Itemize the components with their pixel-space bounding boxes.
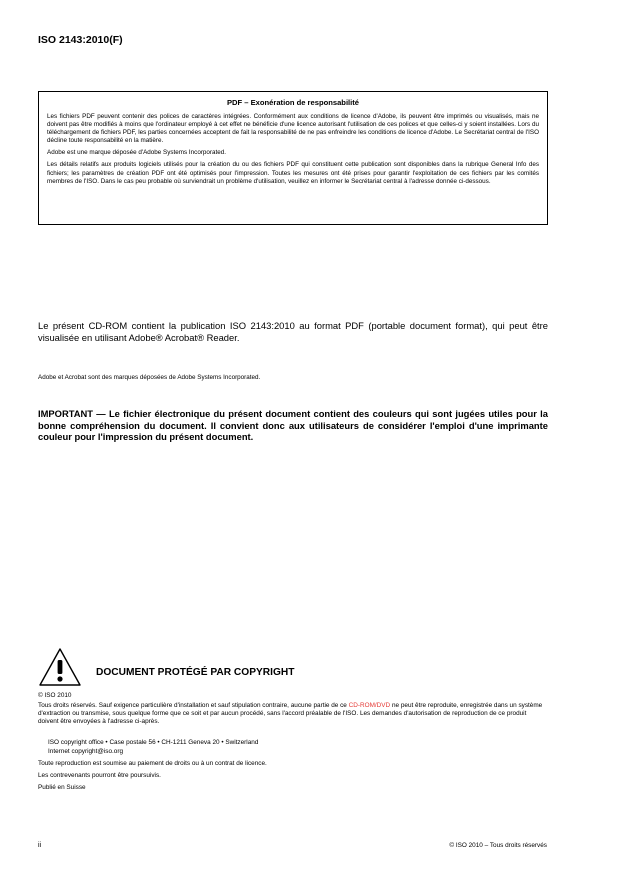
- copyright-internet-contact: Internet copyright@iso.org: [48, 748, 124, 755]
- disclaimer-title: PDF – Exonération de responsabilité: [226, 98, 360, 107]
- warning-icon: [38, 647, 82, 687]
- published-in: Publié en Suisse: [38, 784, 86, 791]
- rights-media-highlight: CD-ROM/DVD: [348, 702, 391, 709]
- copyright-heading: DOCUMENT PROTÉGÉ PAR COPYRIGHT: [96, 667, 295, 678]
- disclaimer-paragraph-trademark: Adobe est une marque déposée d'Adobe Systems Incorporated.: [47, 149, 227, 157]
- rights-text-end: ne peut être reproduite, enregistrée dans un système d'extraction ou transmise, sous quelque forme que ce soit et par aucun procédé, sans l'accord préalable de l'ISO. Les demandes d'autorisation de reproduction de ce produit doivent être envoyées à l'adresse ci-après.: [38, 702, 543, 726]
- cdrom-description: Le présent CD-ROM contient la publication ISO 2143:2010 au format PDF (portable document format), qui peut être visualisée en utilisant Adobe® Acrobat® Reader.: [38, 320, 548, 343]
- disclaimer-paragraph-fonts: Les fichiers PDF peuvent contenir des polices de caractères intégrées. Conformément aux conditions de licence d'Adobe, ils peuvent être imprimés ou visualisés, mais ne doivent pas être modifiés à moins que l'ordinateur employé à cet effet ne bénéficie d'une licence autorisant l'utilisation de ces polices et que celles-ci y soient installées. Lors du téléchargement de fichiers PDF, les parties concernées acceptent de fait la responsabilité de ne pas enfreindre les conditions de licence d'Adobe. Le Secrétariat central de l'ISO décline toute responsabilité en la matière.: [47, 113, 539, 145]
- footer-copyright: © ISO 2010 – Tous droits réservés: [449, 842, 547, 849]
- document-id: ISO 2143:2010(F): [38, 34, 123, 46]
- rights-text-start: Tous droits réservés. Sauf exigence particulière d'installation et sauf stipulation contraire, aucune partie de ce: [38, 702, 349, 709]
- copyright-offenders-note: Les contrevenants pourront être poursuivis.: [38, 772, 161, 779]
- pdf-disclaimer-box: [38, 91, 548, 225]
- trademark-note: Adobe et Acrobat sont des marques déposées de Adobe Systems Incorporated.: [38, 374, 261, 381]
- copyright-year: © ISO 2010: [38, 692, 72, 699]
- disclaimer-paragraph-software: Les détails relatifs aux produits logiciels utilisés pour la création du ou des fichiers PDF qui constituent cette publication sont disponibles dans la rubrique General Info des fichiers; les paramètres de création PDF ont été optimisés pour l'impression. Toutes les mesures ont été prises pour garantir l'exploitation de ces fichiers par les comités membres de l'ISO. Dans le cas peu probable où surviendrait un problème d'utilisation, veuillez en informer le Secrétariat central à l'adresse donnée ci-dessous.: [47, 161, 539, 185]
- copyright-rights-statement: [38, 702, 548, 727]
- page-number: ii: [38, 842, 42, 849]
- copyright-office-address: ISO copyright office • Case postale 56 • CH-1211 Geneva 20 • Switzerland: [48, 739, 259, 746]
- important-color-notice: IMPORTANT — Le fichier électronique du présent document contient des couleurs qui sont jugées utiles pour la bonne compréhension du document. Il convient donc aux utilisateurs de considérer l'emploi d'une imprimante couleur pour l'impression du présent document.: [38, 408, 548, 442]
- copyright-payment-note: Toute reproduction est soumise au paiement de droits ou à un contrat de licence.: [38, 760, 267, 767]
